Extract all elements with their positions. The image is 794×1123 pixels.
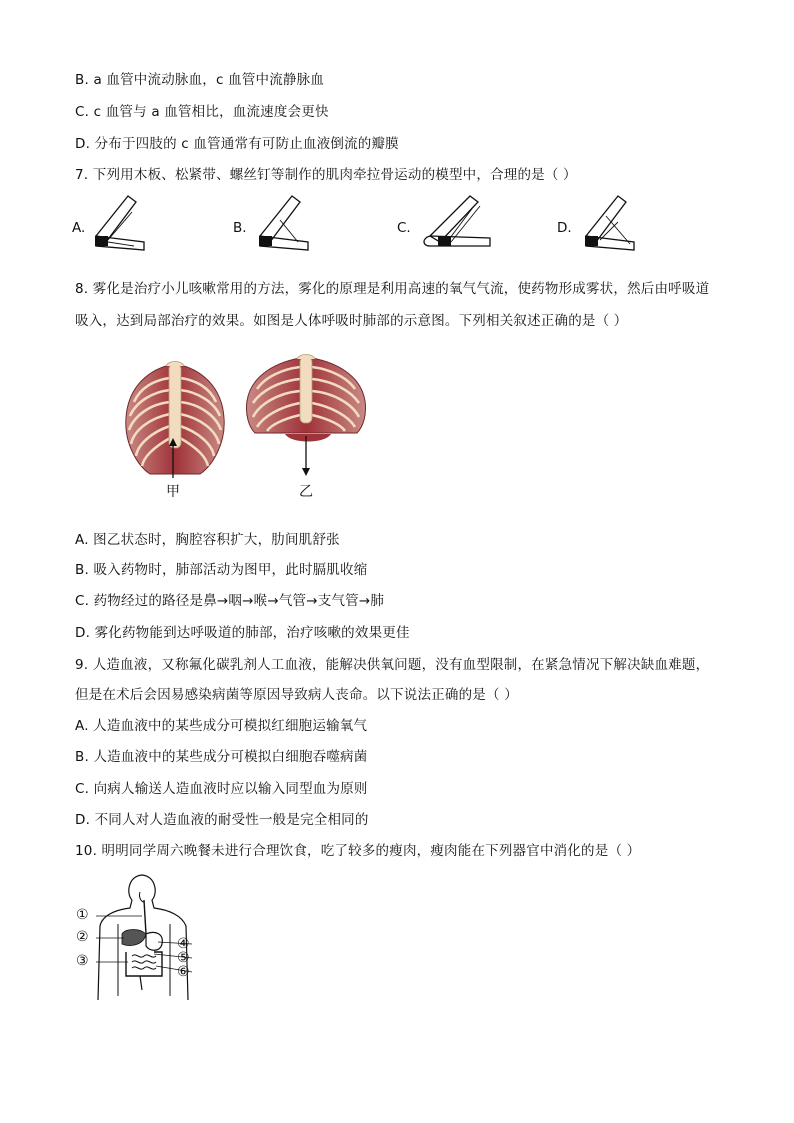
q9-option-a: A. 人造血液中的某些成分可模拟红细胞运输氧气	[75, 718, 368, 734]
q6-option-c: C. c 血管与 a 血管相比，血流速度会更快	[75, 104, 329, 120]
q7-option-a-figure	[88, 192, 158, 258]
q8-stem-line-1: 8. 雾化是治疗小儿咳嗽常用的方法，雾化的原理是利用高速的氧气气流，使药物形成雾状，然后由呼吸道	[75, 281, 710, 297]
organ-label-4: ④	[177, 936, 190, 952]
q7-stem: 7. 下列用木板、松紧带、螺丝钉等制作的肌肉牵拉骨运动的模型中，合理的是（ ）	[75, 167, 577, 183]
q8-stem-line-2: 吸入，达到局部治疗的效果。如图是人体呼吸时肺部的示意图。下列相关叙述正确的是（ ）	[75, 313, 628, 329]
q7-option-d-figure	[578, 192, 648, 258]
q7-option-b-figure	[252, 192, 322, 258]
organ-label-5: ⑤	[177, 950, 190, 966]
q8-option-d: D. 雾化药物能到达呼吸道的肺部，治疗咳嗽的效果更佳	[75, 625, 410, 641]
arrow-down-icon	[299, 436, 313, 476]
q6-option-d: D. 分布于四肢的 c 血管通常有可防止血液倒流的瓣膜	[75, 136, 399, 152]
organ-label-3: ③	[76, 953, 89, 969]
q8-option-c: C. 药物经过的路径是鼻→咽→喉→气管→支气管→肺	[75, 593, 385, 609]
q9-option-c: C. 向病人输送人造血液时应以输入同型血为原则	[75, 781, 368, 797]
ribcage-inhale-figure	[243, 353, 369, 437]
q8-option-b: B. 吸入药物时，肺部活动为图甲，此时膈肌收缩	[75, 562, 368, 578]
arrow-up-icon	[166, 438, 180, 478]
ribcage-inhale-caption: 乙	[299, 484, 313, 500]
ribcage-exhale-caption: 甲	[166, 484, 180, 500]
q9-option-b: B. 人造血液中的某些成分可模拟白细胞吞噬病菌	[75, 749, 368, 765]
q7-option-b-label: B.	[233, 220, 247, 236]
q8-option-a: A. 图乙状态时，胸腔容积扩大，肋间肌舒张	[75, 532, 340, 548]
q10-stem: 10. 明明同学周六晚餐未进行合理饮食，吃了较多的瘦肉，瘦肉能在下列器官中消化的是（ ）	[75, 843, 641, 859]
q7-option-c-label: C.	[397, 220, 411, 236]
q6-option-b: B. a 血管中流动脉血，c 血管中流静脉血	[75, 72, 325, 88]
organ-label-6: ⑥	[177, 964, 190, 980]
q9-option-d: D. 不同人对人造血液的耐受性一般是完全相同的	[75, 812, 369, 828]
q9-stem-line-2: 但是在术后会因易感染病菌等原因导致病人丧命。以下说法正确的是（ ）	[75, 687, 518, 703]
q7-option-a-label: A.	[72, 220, 86, 236]
q9-stem-line-1: 9. 人造血液，又称氟化碳乳剂人工血液，能解决供氧问题，没有血型限制，在紧急情况下解决缺血难题，	[75, 657, 710, 673]
q7-option-d-label: D.	[557, 220, 572, 236]
organ-label-2: ②	[76, 929, 89, 945]
q7-option-c-figure	[420, 192, 506, 258]
organ-label-1: ①	[76, 907, 89, 923]
